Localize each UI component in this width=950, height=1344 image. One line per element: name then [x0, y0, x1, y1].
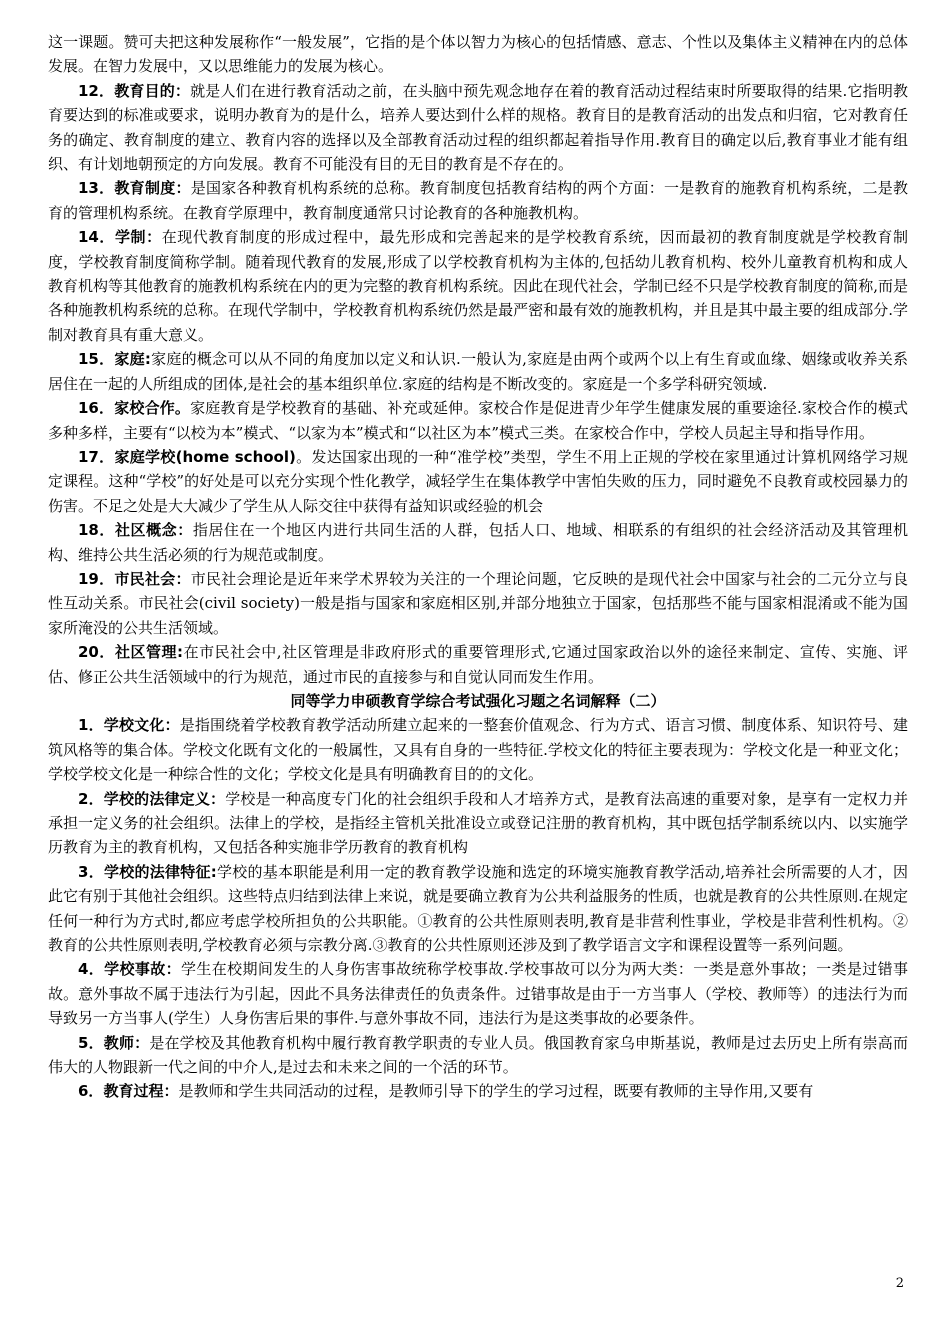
- term-heading: [78, 960, 181, 978]
- term-definition: 就是人们在进行教育活动之前，在头脑中预先观念地存在着的教育活动过程结束时所要取得的结果.它指明教育要达到的标准或要求，说明办教育为的是什么，培养人要达到什么样的规格。教育目的是教育活动的出发点和归宿，它对教育任务的确定、教育制度的建立、教育内容的选择以及全部教育活动过程的组织都起着指导作用.教育目的确定以后,教育事业才能有组织、有计划地朝预定的方向发展。教育不可能没有目的无目的教育是不存在的。: [48, 81, 909, 174]
- term-heading: [78, 521, 193, 539]
- term-definition: 是教师和学生共同活动的过程，是教师引导下的学生的学习过程，既要有教师的主导作用,又要有: [178, 1082, 814, 1101]
- term-entry: [48, 567, 908, 640]
- term-entry: [48, 347, 908, 396]
- term-heading: [78, 350, 151, 368]
- term-name: 教育目的：: [114, 81, 191, 100]
- term-number: 5．: [78, 1033, 104, 1052]
- term-heading: [78, 179, 191, 197]
- term-name: 学校事故：: [104, 960, 182, 979]
- term-entry: [48, 1031, 908, 1080]
- term-heading: [78, 863, 217, 881]
- term-heading: [78, 82, 190, 100]
- term-definition: 在现代教育制度的形成过程中，最先形成和完善起来的是学校教育系统，因而最初的教育制度就是学校教育制度，学校教育制度简称学制。随着现代教育的发展,形成了以学校教育机构为主体的,包括幼儿教育机构、校外儿童教育机构和成人教育机构等其他教育的施教机构系统在内的更为完整的教育机构系统。因此在现代社会，学制已经不只是学校教育制度的简称,而是各种施教机构系统的总称。在现代学制中，学校教育机构系统仍然是最严密和最有效的施教机构，并且是其中最主要的组成部分.学制对教育具有重大意义。: [48, 228, 908, 344]
- intro-paragraph: [48, 30, 908, 79]
- term-heading: [78, 570, 191, 588]
- term-definition: 是国家各种教育机构系统的总称。教育制度包括教育结构的两个方面：一是教育的施教育机构系统，二是教育的管理机构系统。在教育学原理中，教育制度通常只讨论教育的各种施教机构。: [48, 179, 908, 222]
- term-entry: [48, 396, 908, 445]
- term-name: 学校的法律定义：: [103, 789, 226, 808]
- term-entry: [48, 518, 908, 567]
- term-number: 16．: [78, 399, 115, 418]
- term-name: 社区管理:: [114, 643, 184, 662]
- term-heading: [78, 228, 162, 246]
- term-entry: [48, 225, 908, 347]
- page-number: 2: [895, 1276, 904, 1291]
- term-number: 15．: [78, 350, 115, 369]
- term-name: 学校的法律特征:: [103, 862, 217, 881]
- term-list-part1: [48, 79, 908, 689]
- term-entry: [48, 787, 908, 860]
- term-definition: 学校的基本职能是利用一定的教育教学设施和选定的环境实施教育教学活动,培养社会所需要的人才，因此它有别于其他社会组织。这些特点归结到法律上来说，就是要确立教育为公共利益服务的性质，也就是教育的公共性原则.在规定任何一种行为方式时,都应考虑学校所担负的公共职能。①教育的公共性原则表明,教育是非营利性事业，学校是非营利性机构。②教育的公共性原则表明,学校教育必须与宗教分离.③教育的公共性原则还涉及到了教学语言文字和课程设置等一系列问题。: [48, 862, 909, 955]
- term-heading: [78, 1034, 149, 1052]
- term-number: 20．: [78, 643, 115, 662]
- term-name: 教师：: [103, 1033, 150, 1052]
- term-number: 14．: [78, 228, 115, 247]
- term-definition: 学生在校期间发生的人身伤害事故统称学校事故.学校事故可以分为两大类：一类是意外事故；一类是过错事故。意外事故不属于违法行为引起，因此不具务法律责任的负责条件。过错事故是由于一方当事人（学校、教师等）的违法行为而导致另一方当事人(学生）人身伤害后果的事件.与意外事故不同，违法行为是这类事故的必要条件。: [48, 960, 908, 1028]
- term-heading: [78, 1082, 178, 1100]
- term-name: 市民社会：: [114, 569, 191, 588]
- term-number: 18．: [78, 521, 115, 540]
- term-number: 1．: [78, 716, 104, 735]
- term-entry: [48, 957, 908, 1030]
- term-entry: [48, 860, 908, 958]
- term-name: 家校合作。: [114, 399, 191, 418]
- term-entry: [48, 713, 908, 786]
- term-entry: [48, 445, 908, 518]
- term-heading: [78, 448, 296, 466]
- term-name: 教育过程：: [103, 1082, 179, 1101]
- section-title: 同等学力申硕教育学综合考试强化习题之名词解释（二）: [290, 691, 666, 710]
- term-number: 13．: [78, 179, 115, 198]
- term-definition: 家庭教育是学校教育的基础、补充或延伸。家校合作是促进青少年学生健康发展的重要途径.家校合作的模式多种多样，主要有“以校为本”模式、“以家为本”模式和“以社区为本”模式三类。在家校合作中，学校人员起主导和指导作用。: [48, 399, 909, 442]
- term-heading: [78, 399, 190, 417]
- term-definition: 在市民社会中,社区管理是非政府形式的重要管理形式,它通过国家政治以外的途径来制定、宣传、实施、评估、修正公共生活领域中的行为规范，通过市民的直接参与和自觉认同而发生作用。: [48, 643, 909, 686]
- term-number: 6．: [78, 1082, 104, 1101]
- term-number: 19．: [78, 569, 115, 588]
- term-heading: [78, 716, 180, 734]
- term-definition: 市民社会理论是近年来学术界较为关注的一个理论问题，它反映的是现代社会中国家与社会的二元分立与良性互动关系。市民社会(civil society)一般是指与国家和家庭相区别,并部分地独立于国家，包括那些不能与国家相混淆或不能为国家所淹没的公共生活领域。: [48, 569, 908, 637]
- term-definition: 是在学校及其他教育机构中履行教育教学职责的专业人员。俄国教育家乌申斯基说，教师是过去历史上所有崇高而伟大的人物跟新一代之间的中介人,是过去和未来之间的一个活的环节。: [48, 1033, 908, 1077]
- term-number: 12．: [78, 81, 115, 100]
- term-number: 4．: [78, 960, 105, 979]
- term-number: 17．: [78, 447, 115, 466]
- term-definition: 。发达国家出现的一种“准学校”类型，学生不用上正规的学校在家里通过计算机网络学习规定课程。这种“学校”的好处是可以充分实现个性化教学，减轻学生在集体教学中害怕失败的压力，同时避免不良教育或校园暴力的伤害。不足之处是大大减少了学生从人际交往中获得有益知识或经验的机会: [48, 447, 909, 515]
- intro-text: 这一课题。赞可夫把这种发展称作“一般发展”，它指的是个体以智力为核心的包括情感、意志、个性以及集体主义精神在内的总体发展。在智力发展中，又以思维能力的发展为核心。: [48, 33, 908, 76]
- term-definition: 家庭的概念可以从不同的角度加以定义和认识.一般认为,家庭是由两个或两个以上有生育或血缘、姻缘或收养关系居住在一起的人所组成的团体,是社会的基本组织单位.家庭的结构是不断改变的。家庭是一个多学科研究领域.: [48, 350, 909, 393]
- term-entry: [48, 640, 908, 689]
- term-definition: 指居住在一个地区内进行共同生活的人群，包括人口、地域、相联系的有组织的社会经济活动及其管理机构、维持公共生活必须的行为规范或制度。: [48, 521, 908, 564]
- term-number: 3．: [78, 862, 104, 881]
- term-definition: 是指围绕着学校教育教学活动所建立起来的一整套价值观念、行为方式、语言习惯、制度体系、知识符号、建筑风格等的集合体。学校文化既有文化的一般属性，又具有自身的一些特征.学校文化的特征主要表现为：学校文化是一种亚文化；学校学校文化是一种综合性的文化；学校文化是具有明确教育目的的文化。: [48, 716, 908, 784]
- term-heading: [78, 790, 225, 808]
- term-name: 学校文化：: [103, 716, 180, 735]
- term-entry: [48, 1079, 908, 1103]
- term-entry: [48, 176, 908, 225]
- term-heading: [78, 643, 183, 661]
- term-name: 教育制度：: [114, 179, 191, 198]
- term-list-part2: [48, 713, 908, 1104]
- term-name: 社区概念：: [115, 521, 193, 540]
- term-name: 学制：: [115, 228, 162, 247]
- term-number: 2．: [78, 789, 104, 808]
- term-name: 家庭:: [114, 350, 151, 369]
- term-entry: [48, 79, 908, 177]
- term-name: 家庭学校(home school): [114, 447, 296, 466]
- term-definition: 学校是一种高度专门化的社会组织手段和人才培养方式，是教育法高速的重要对象，是享有一定权力并承担一定义务的社会组织。法律上的学校，是指经主管机关批准设立或登记注册的教育机构，其中既包括学制系统以内、以实施学历教育为主的教育机构，又包括各种实施非学历教育的教育机构: [48, 789, 908, 857]
